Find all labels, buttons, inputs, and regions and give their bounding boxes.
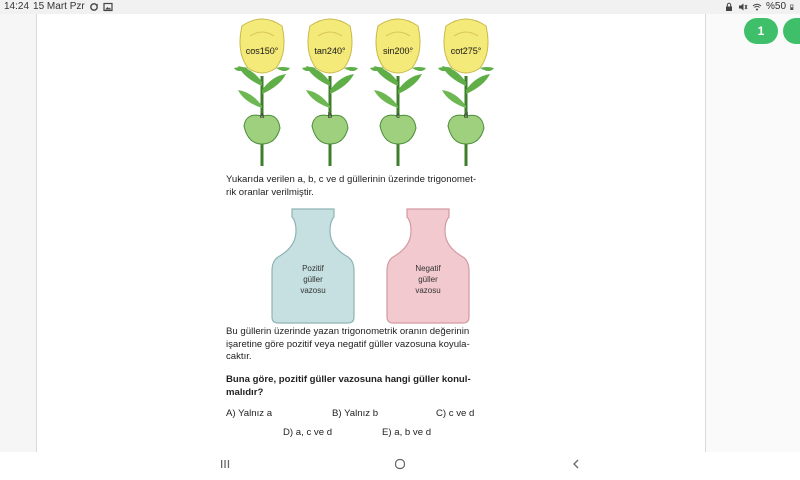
negative-vase-label <box>383 263 473 296</box>
rose-a-image <box>230 16 294 166</box>
status-time: 14:24 <box>4 1 30 12</box>
mute-icon <box>738 2 748 12</box>
roses-figure <box>230 16 500 166</box>
positive-vase-label <box>268 263 358 296</box>
body-paragraph <box>226 326 508 364</box>
lock-icon <box>724 2 734 12</box>
positive-vase <box>268 207 358 325</box>
positive-vase-label-line-2: güller <box>303 275 323 284</box>
navigation-bar <box>0 452 800 480</box>
page-left-border <box>36 14 37 452</box>
option-e[interactable]: E) a, b ve d <box>382 427 432 438</box>
recent-apps-icon <box>219 458 231 470</box>
option-a[interactable]: A) Yalnız a <box>226 408 273 419</box>
body-line-2: işaretine göre pozitif veya negatif güller vazosuna koyula- <box>226 338 470 350</box>
body-line-3: caktır. <box>226 351 252 362</box>
left-gutter <box>0 14 36 452</box>
negative-vase-label-line-3: vazosu <box>415 286 441 295</box>
rose-b <box>298 16 362 166</box>
rose-b-image <box>298 16 362 166</box>
rose-c-image <box>366 16 430 166</box>
home-icon <box>394 458 406 470</box>
home-button[interactable] <box>394 458 406 473</box>
sync-icon <box>89 2 99 12</box>
negative-vase-label-line-1: Negatif <box>415 264 441 273</box>
rose-c-expression: sin200° <box>382 46 414 56</box>
rose-d-letter: d <box>463 111 469 120</box>
rose-c-letter: c <box>396 111 400 120</box>
intro-line-2: rik oranlar verilmiştir. <box>226 186 314 198</box>
battery-icon <box>790 2 796 12</box>
rose-a <box>230 16 294 166</box>
battery-level: %50 <box>765 1 786 12</box>
question-stem <box>226 374 508 399</box>
rose-d-image <box>434 16 498 166</box>
question-line-2: malıdır? <box>226 386 264 398</box>
page-number-button[interactable]: 1 <box>744 18 778 44</box>
positive-vase-label-line-3: vazosu <box>300 286 326 295</box>
rose-b-letter: b <box>327 111 333 120</box>
body-line-1: Bu güllerin üzerinde yazan trigonometrik oranın değerinin <box>226 326 470 337</box>
positive-vase-label-line-1: Pozitif <box>302 264 324 273</box>
page-navigation-panel <box>706 14 800 452</box>
rose-b-expression: tan240° <box>314 46 346 56</box>
negative-vase <box>383 207 473 325</box>
rose-a-letter: a <box>259 111 265 120</box>
rose-a-expression: cos150° <box>245 46 279 56</box>
recent-apps-button[interactable] <box>219 458 231 473</box>
wifi-icon <box>752 2 762 12</box>
question-line-1: Buna göre, pozitif güller vazosuna hangi güller konul- <box>226 374 471 385</box>
option-b[interactable]: B) Yalnız b <box>332 408 379 419</box>
back-button[interactable] <box>570 458 582 473</box>
status-bar <box>0 0 800 14</box>
option-c[interactable]: C) c ve d <box>436 408 475 419</box>
back-icon <box>570 458 582 470</box>
intro-paragraph <box>226 174 508 199</box>
document-viewer[interactable] <box>0 14 800 452</box>
image-icon <box>103 2 113 12</box>
rose-d <box>434 16 498 166</box>
option-d[interactable]: D) a, c ve d <box>283 427 333 438</box>
status-date: 15 Mart Pzr <box>33 1 85 12</box>
rose-d-expression: cot275° <box>450 46 482 56</box>
rose-c <box>366 16 430 166</box>
intro-line-1: Yukarıda verilen a, b, c ve d güllerinin üzerinde trigonomet- <box>226 174 477 185</box>
negative-vase-label-line-2: güller <box>418 275 438 284</box>
